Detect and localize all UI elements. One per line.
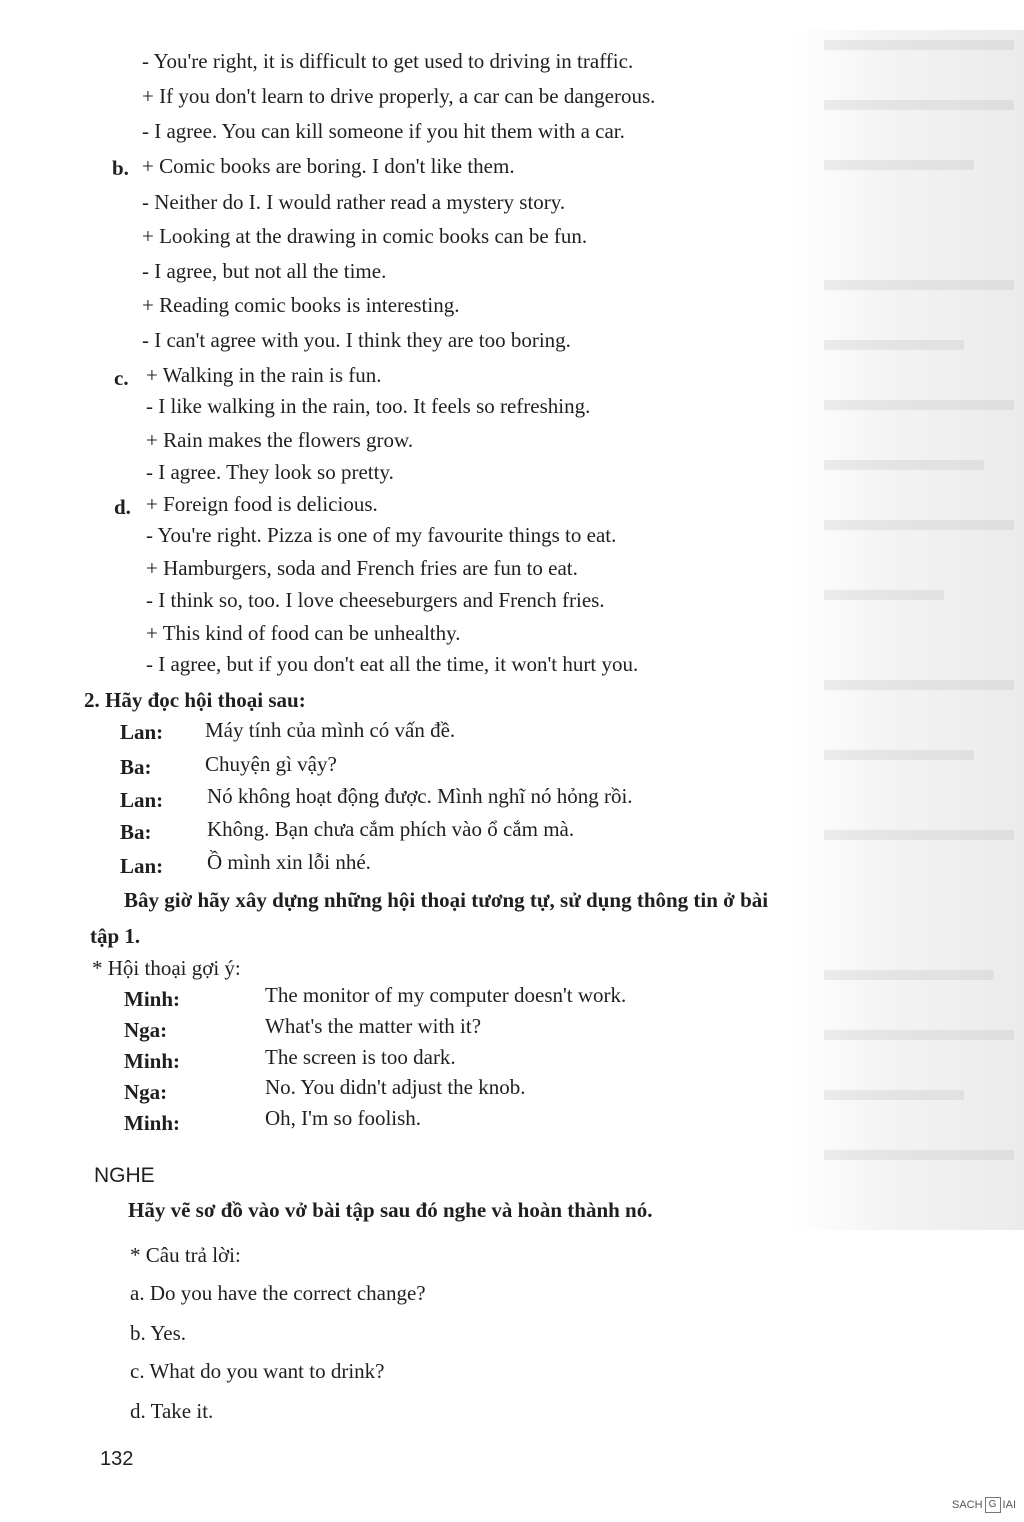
brand-text-suffix: IAI xyxy=(1002,1499,1016,1511)
instruction-text: Bây giờ hãy xây dựng những hội thoại tương tự, sử dụng thông tin ở bài xyxy=(124,888,769,912)
dialogue-line: + Walking in the rain is fun. xyxy=(146,363,382,387)
dialogue-line: + Hamburgers, soda and French fries are fun to eat. xyxy=(146,556,578,580)
dialogue-line: - I can't agree with you. I think they are too boring. xyxy=(142,328,571,352)
brand-logo-icon: G xyxy=(985,1497,1001,1513)
answer-label: * Câu trả lời: xyxy=(130,1243,241,1267)
facing-page-bleed xyxy=(794,30,1024,1230)
speaker-name: Minh: xyxy=(124,1111,181,1135)
utterance: Nó không hoạt động được. Mình nghĩ nó hỏng rồi. xyxy=(207,784,633,808)
dialogue-line: + Rain makes the flowers grow. xyxy=(146,428,414,452)
dialogue-line: + If you don't learn to drive properly, a car can be dangerous. xyxy=(142,84,656,108)
speaker-name: Minh: xyxy=(124,987,181,1011)
dialogue-line: + Comic books are boring. I don't like them. xyxy=(142,154,515,178)
speaker-name: Lan: xyxy=(120,720,164,744)
dialogue-line: - I like walking in the rain, too. It feels so refreshing. xyxy=(146,394,591,418)
dialogue-line: - You're right. Pizza is one of my favourite things to eat. xyxy=(146,523,617,547)
dialogue-line: + Foreign food is delicious. xyxy=(146,492,378,516)
speaker-name: Nga: xyxy=(124,1018,168,1042)
dialogue-line: - You're right, it is difficult to get used to driving in traffic. xyxy=(142,49,634,73)
dialogue-line: - I agree, but if you don't eat all the time, it won't hurt you. xyxy=(146,652,639,676)
exercise-2-heading: 2. Hãy đọc hội thoại sau: xyxy=(84,688,306,712)
speaker-name: Lan: xyxy=(120,788,164,812)
utterance: Máy tính của mình có vấn đề. xyxy=(205,718,456,742)
dialogue-line: - I agree. They look so pretty. xyxy=(146,460,394,484)
dialogue-line: - Neither do I. I would rather read a mystery story. xyxy=(142,190,566,214)
utterance: Chuyện gì vậy? xyxy=(205,752,337,776)
part-label: b. xyxy=(112,156,129,180)
part-label: d. xyxy=(114,495,131,519)
speaker-name: Nga: xyxy=(124,1080,168,1104)
answer-item: c. What do you want to drink? xyxy=(130,1359,385,1383)
suggestion-label: * Hội thoại gợi ý: xyxy=(92,956,241,980)
listening-instruction: Hãy vẽ sơ đồ vào vở bài tập sau đó nghe và hoàn thành nó. xyxy=(128,1198,653,1222)
brand-watermark xyxy=(952,1497,1016,1513)
utterance: No. You didn't adjust the knob. xyxy=(265,1075,526,1099)
dialogue-line: - I think so, too. I love cheeseburgers and French fries. xyxy=(146,588,605,612)
speaker-name: Ba: xyxy=(120,755,152,779)
utterance: Oh, I'm so foolish. xyxy=(265,1106,422,1130)
speaker-name: Lan: xyxy=(120,854,164,878)
answer-item: b. Yes. xyxy=(130,1321,187,1345)
page-number: 132 xyxy=(100,1448,134,1470)
utterance: What's the matter with it? xyxy=(265,1014,482,1038)
utterance: The monitor of my computer doesn't work. xyxy=(265,983,627,1007)
speaker-name: Ba: xyxy=(120,820,152,844)
part-label: c. xyxy=(114,366,129,390)
answer-item: a. Do you have the correct change? xyxy=(130,1281,426,1305)
utterance: The screen is too dark. xyxy=(265,1045,456,1069)
dialogue-line: - I agree. You can kill someone if you hit them with a car. xyxy=(142,119,625,143)
brand-text: SACH xyxy=(951,1499,983,1511)
instruction-text: tập 1. xyxy=(90,924,141,948)
dialogue-line: + Reading comic books is interesting. xyxy=(142,293,460,317)
utterance: Không. Bạn chưa cắm phích vào ổ cắm mà. xyxy=(207,817,575,841)
dialogue-line: + Looking at the drawing in comic books can be fun. xyxy=(142,224,588,248)
dialogue-line: - I agree, but not all the time. xyxy=(142,259,387,283)
answer-item: d. Take it. xyxy=(130,1399,214,1423)
utterance: Ồ mình xin lỗi nhé. xyxy=(207,850,371,874)
dialogue-line: + This kind of food can be unhealthy. xyxy=(146,621,461,645)
speaker-name: Minh: xyxy=(124,1049,181,1073)
listening-title: NGHE xyxy=(94,1164,155,1187)
